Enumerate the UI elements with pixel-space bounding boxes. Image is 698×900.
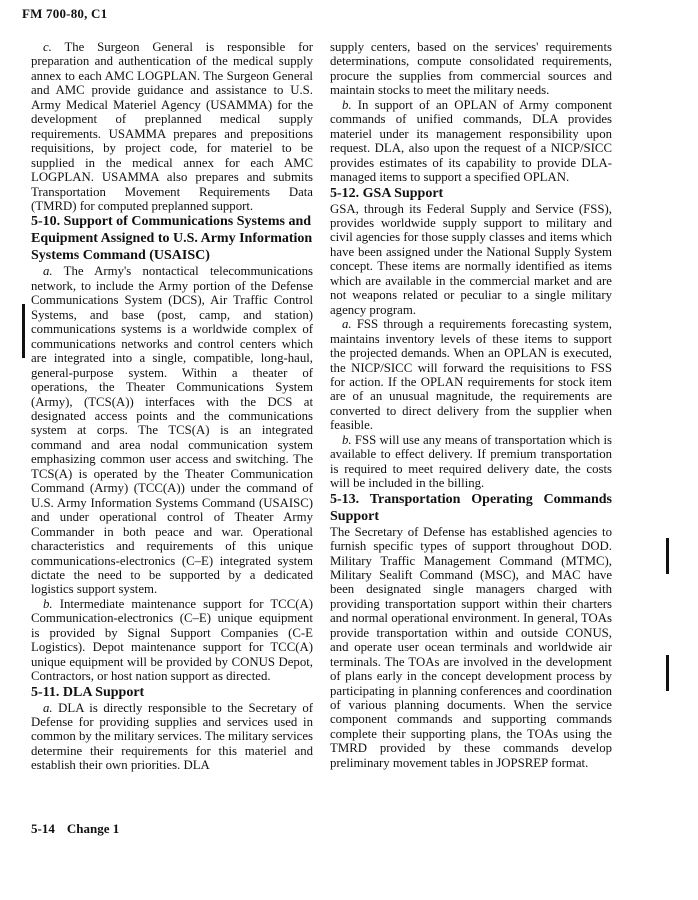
section-5-11-heading: 5-11. DLA Support [31,684,145,700]
section-5-13-heading: 5-13. Transportation Operating Commands Support [330,491,612,524]
section-5-11-paragraph-a-continued: supply centers, based on the services' requirements determinations, compute consolidated requirements, procure the supplies from commercial sources and maintain stocks to meet the military needs. [330,40,612,98]
section-5-10-paragraph-b: b. Intermediate maintenance support for TCC(A) Communication-electronics (C–E) unique equipment is provided by Signal Support Companies (C-E Logistics). Depot maintenance support for TCC(A) unique equipment will be provided by CONUS Depot, Contractors, or host nation support as directed. [31,596,313,684]
section-5-12-heading: 5-12. GSA Support [330,185,444,201]
change-bar-left [22,304,25,358]
page-footer [31,821,131,837]
section-5-11-paragraph-b: b. In support of an OPLAN of Army component commands of unified commands, DLA provides materiel under its management responsibility upon request. DLA, also upon the request of a NICP/SICC provides estimates of its capability to provide DLA-managed items to support a specified OPLAN. [330,97,613,185]
change-bar-right-body [666,655,669,691]
page-number: 5-14 [31,821,55,836]
section-5-13-intro: The Secretary of Defense has established agencies to furnish specific types of support throughout DOD. Military Traffic Management Command (MTMC), Military Sealift Command (MSC), and MAC have been designated single managers charged with providing transportation support within their charters and normal operational environment. In general, TOAs provide transportation within and outside CONUS, and operate user ocean terminals and worldwide air terminals. The TOAs are involved in the development of plans early in the concept development process by participating in planning conferences and coordination of various planning documents. When the service component commands and supporting commands complete their supporting plans, the TOAs using the TMRD provided by these commands develop preliminary movement tables in JOPSREP format. [330,524,612,770]
left-column [31,40,313,773]
section-5-12-intro: GSA, through its Federal Supply and Service (FSS), provides worldwide supply support to military and civil agencies for those supply classes and items which have been assigned under the National Supply System concept. These items are normally identified as items which are available in the commercial market and are not weapons related or peculiar to a single military agency program. [330,201,612,317]
section-5-12-paragraph-b: b. FSS will use any means of transportation which is available to effect delivery. If premium transportation is required to meet required delivery date, the costs will be included in the billing. [330,432,612,491]
document-id: FM 700-80, C1 [22,6,108,21]
change-bar-right-heading [666,538,669,574]
change-label: Change 1 [66,821,120,836]
section-5-10-paragraph-a: a. The Army's nontactical telecommunications network, to include the Army portion of the Defense Communications System (DCS), Air Traffic Control Systems, and base (post, camp, and station) communications systems is a worldwide complex of communications networks and control centers which are integrated into a single, compatible, long-haul, general-purpose system. Within a theater of operations, the Theater Communications System (Army), (TCS(A)) interfaces with the DCS at designated access points and the communications system at corps. The TCS(A) is an integrated command and area nodal communication system emphasizing common user access and switching. The TCS(A) is operated by the Theater Communication Command (Army) (TCC(A)) under the command of U.S. Army Information Systems Command (USAISC) and under operational control of Theater Army Commander in both peace and war. Operational characteristics and requirements of this unique communications-electronics (C–E) integrated system dictate the need to be supported by a dedicated logistics support system. [31,264,313,597]
section-5-10-heading: 5-10. Support of Communications Systems and Equipment Assigned to U.S. Army Information Systems Command (USAISC) [31,214,313,264]
right-column [330,40,612,770]
section-5-12-paragraph-a: a. FSS through a requirements forecasting system, maintains inventory levels of these items to support the projected demands. When an OPLAN is executed, the NICP/SICC will forward the requisitions to FSS for action. If the OPLAN requirements for stock item are of an unusual magnitude, the requirements are converted to direct delivery from the supplier when feasible. [330,317,613,433]
section-5-11-paragraph-a: a. DLA is directly responsible to the Secretary of Defense for providing supplies and services used in common by the military services. The military services determine their requirements for this materiel and establish their own priorities. DLA [31,700,313,773]
paragraph-c: c. The Surgeon General is responsible for preparation and authentication of the medical supply annex to each AMC LOGPLAN. The Surgeon General and AMC provide guidance and assistance to U.S. Army Medical Materiel Agency (USAMMA) for the development of preplanned medical supply requirements. USAMMA prepares and prepositions requisitions, by project code, for materiel to be supplied in the medical annex for each AMC LOGPLAN. USAMMA also prepares and submits Transportation Movement Requirements Data (TMRD) for computed preplanned support. [31,40,314,213]
